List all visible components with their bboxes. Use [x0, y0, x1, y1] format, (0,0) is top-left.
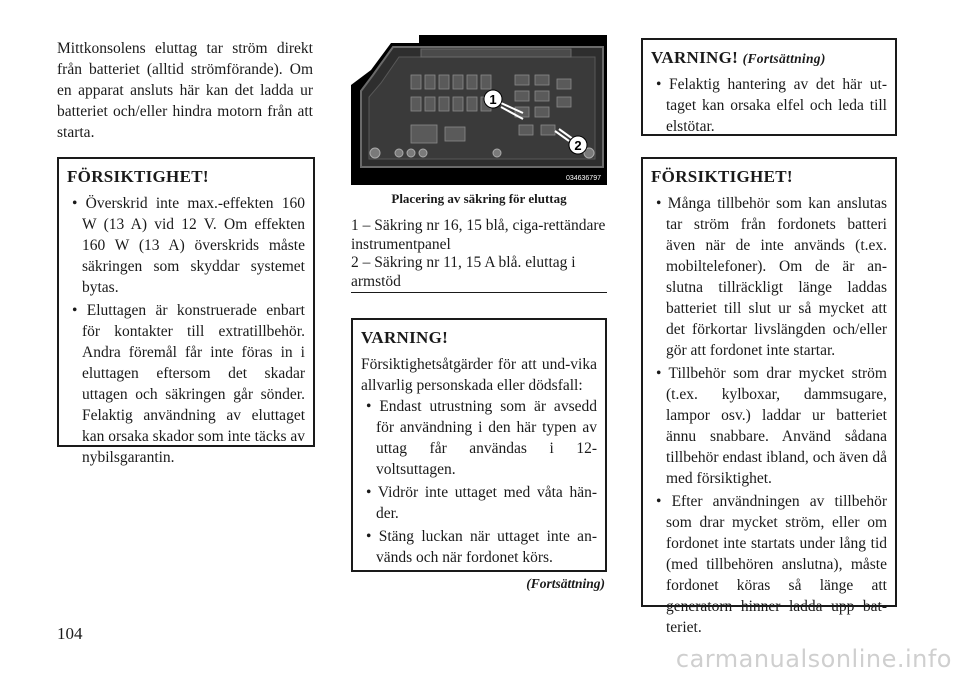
divider: [351, 292, 607, 293]
warning-box-middle: [351, 318, 607, 572]
legend-item-2: 2 – Säkring nr 11, 15 A blå. eluttag i armstöd: [351, 254, 576, 290]
warning-title-continued: [651, 48, 887, 68]
warning-list: [651, 74, 887, 137]
figure-code: 034636797: [565, 175, 601, 182]
figure-caption: Placering av säkring för eluttag: [391, 191, 567, 206]
list-item: • Många tillbehör som kan anslutas tar ström från fordonets batteri även när de inte används (t.ex. mobiltelefoner). Om de är an-slutna tillräckligt länge laddas batteriet till slut ur så mycket att det förkortar livslängden och/eller gör att fordonet inte startar.: [651, 193, 887, 361]
continued-label: (Fortsättning): [526, 576, 605, 591]
list-item: • Endast utrustning som är avsedd för användning i den här typen av uttag får användas i 12-voltsuttagen.: [361, 396, 597, 480]
intro-paragraph: Mittkonsolens eluttag tar ström direkt från batteriet (alltid strömförande). Om en apparat ansluts här kan det ladda ur batteriet och/eller hindra motorn från att starta.: [57, 40, 313, 141]
caution-box-left: [57, 157, 315, 466]
legend-item-1: 1 – Säkring nr 16, 15 blå, ciga-rettändare instrumentpanel: [351, 217, 606, 253]
fuse-panel-image: [351, 35, 607, 185]
warning-title: VARNING!: [361, 328, 449, 347]
caution-list: [651, 193, 887, 638]
list-item: • Stäng luckan när uttaget inte an-vänds och när fordonet körs.: [361, 526, 597, 568]
fuse-panel-illustration: [351, 35, 607, 185]
list-item: • Felaktig hantering av det här ut-taget kan orsaka elfel och leda till elstötar.: [651, 74, 887, 137]
warning-list: [361, 396, 597, 568]
warning-box-right: [641, 38, 897, 136]
warning-intro: Försiktighetsåtgärder för att und-vika allvarlig personskada eller dödsfall:: [361, 356, 597, 394]
caution-title: FÖRSIKTIGHET!: [67, 167, 209, 186]
list-item: • Efter användningen av tillbehör som drar mycket ström, eller om fordonet inte startats under lång tid (med tillbehören anslutna), måste fordonet köras så länge att generatorn hinner ladda upp bat-teriet.: [651, 491, 887, 638]
caution-title: FÖRSIKTIGHET!: [651, 167, 793, 186]
caution-box-right: [641, 157, 897, 636]
callout-2-label: 2: [574, 138, 582, 153]
list-item: • Överskrid inte max.-effekten 160 W (13 A) vid 12 V. Om effekten 160 W (13 A) överskrids måste säkringen som skyddar systemet bytas.: [67, 193, 305, 298]
caution-list: [67, 193, 305, 468]
warning-subtitle: (Fortsättning): [742, 51, 826, 66]
list-item: • Vidrör inte uttaget med våta hän-der.: [361, 482, 597, 524]
page-number: 104: [57, 624, 83, 643]
warning-title: VARNING!: [651, 48, 739, 67]
watermark-text: carmanualsonline.info: [675, 645, 952, 673]
list-item: • Tillbehör som drar mycket ström (t.ex. kylboxar, dammsugare, lampor osv.) laddar ur batteriet ännu snabbare. Använd sådana tillbehör endast ibland, och även då med försiktighet.: [651, 363, 887, 489]
callout-1-label: 1: [489, 92, 497, 107]
list-item: • Eluttagen är konstruerade enbart för kontakter till extratillbehör. Andra föremål får inte föras in i eluttagen eftersom det skadar uttagen och säkringen går sönder. Felaktig användning av eluttaget kan orsaka skador som inte täcks av nybilsgarantin.: [67, 300, 305, 468]
